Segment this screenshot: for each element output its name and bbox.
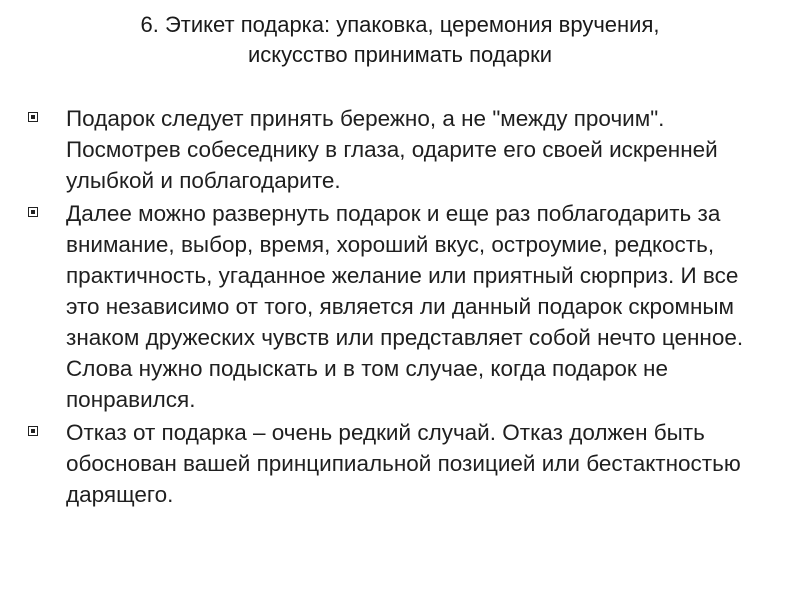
bullet-item bbox=[26, 198, 766, 415]
bullet-list bbox=[26, 103, 766, 512]
bullet-text: Отказ от подарка – очень редкий случай. Отказ должен быть обоснован вашей принципиальной позицией или бестактностью дарящего. bbox=[66, 420, 741, 507]
bullet-text: Подарок следует принять бережно, а не "между прочим". Посмотрев собеседнику в глаза, одарите его своей искренней улыбкой и поблагодарите. bbox=[66, 106, 718, 193]
bullet-text: Далее можно развернуть подарок и еще раз поблагодарить за внимание, выбор, время, хороший вкус, остроумие, редкость, практичность, угаданное желание или приятный сюрприз. И все это независимо от того, является ли данный подарок скромным знаком дружеских чувств или представляет собой нечто ценное. Слова нужно подыскать и в том случае, когда подарок не понравился. bbox=[66, 201, 744, 412]
square-bullet-icon bbox=[28, 112, 38, 122]
slide-title-line-1: 6. Этикет подарка: упаковка, церемония вручения, bbox=[140, 12, 660, 37]
bullet-item bbox=[26, 103, 766, 196]
slide-title bbox=[40, 10, 760, 70]
square-bullet-icon bbox=[28, 207, 38, 217]
square-bullet-icon bbox=[28, 426, 38, 436]
slide-title-line-2: искусство принимать подарки bbox=[247, 42, 553, 67]
bullet-item bbox=[26, 417, 766, 510]
